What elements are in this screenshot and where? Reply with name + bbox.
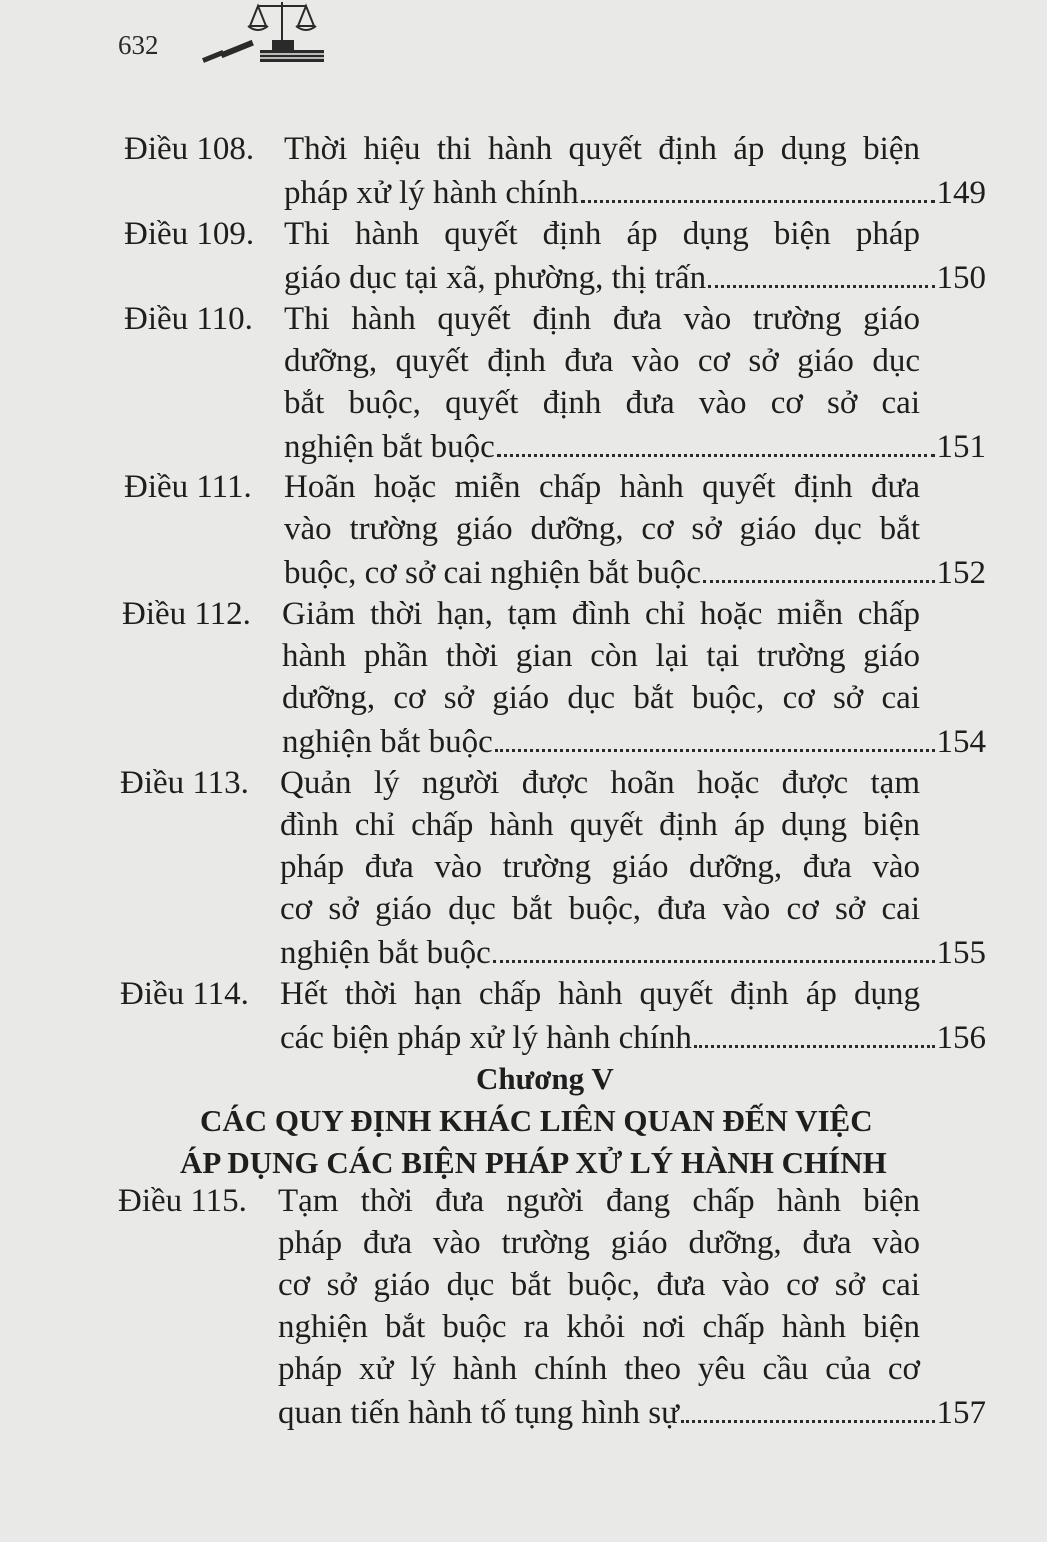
article-label: Điều 112.	[122, 596, 251, 632]
title-line: hành phần thời gian còn lại tại trường giáo	[282, 638, 920, 674]
title-line: cơ sở giáo dục bắt buộc, đưa vào cơ sở cai	[278, 1267, 920, 1303]
title-last-line	[284, 170, 986, 214]
title-line: quan tiến hành tố tụng hình sự	[278, 1395, 680, 1431]
dot-leader	[497, 424, 935, 457]
title-line: pháp xử lý hành chính theo yêu cầu của cơ	[278, 1351, 920, 1387]
title-line: pháp đưa vào trường giáo dưỡng, đưa vào	[278, 1225, 920, 1261]
dot-leader	[708, 255, 934, 288]
article-title	[278, 1180, 986, 1434]
title-line: Giảm thời hạn, tạm đình chỉ hoặc miễn chấp	[282, 596, 920, 632]
title-last-line	[280, 930, 986, 974]
scales-gavel-icon	[200, 0, 330, 66]
article-title	[280, 973, 986, 1059]
title-line: nghiện bắt buộc	[280, 935, 491, 971]
article-label: Điều 111.	[124, 469, 252, 505]
dot-leader	[681, 1390, 934, 1423]
article-title	[284, 466, 986, 594]
title-line: nghiện bắt buộc	[284, 429, 495, 465]
title-line: Quản lý người được hoãn hoặc được tạm	[280, 765, 920, 801]
article-label: Điều 113.	[120, 765, 249, 801]
title-line: nghiện bắt buộc ra khỏi nơi chấp hành biện	[278, 1309, 920, 1345]
chapter-title: CÁC QUY ĐỊNH KHÁC LIÊN QUAN ĐẾN VIỆC	[200, 1103, 873, 1138]
title-line: pháp đưa vào trường giáo dưỡng, đưa vào	[280, 849, 920, 885]
dot-leader	[581, 170, 935, 203]
title-line: đình chỉ chấp hành quyết định áp dụng biện	[280, 807, 920, 843]
chapter-number: Chương V	[476, 1061, 614, 1096]
title-last-line	[278, 1390, 986, 1434]
title-line: pháp xử lý hành chính	[284, 175, 579, 211]
page-ref: 151	[936, 429, 986, 465]
article-title	[280, 762, 986, 974]
title-last-line	[284, 550, 986, 594]
title-last-line	[284, 424, 986, 468]
title-line: Hoãn hoặc miễn chấp hành quyết định đưa	[284, 469, 920, 505]
page-ref: 156	[936, 1020, 986, 1056]
page-ref: 157	[936, 1395, 986, 1431]
title-line: Thời hiệu thi hành quyết định áp dụng biện	[284, 131, 920, 167]
title-line: vào trường giáo dưỡng, cơ sở giáo dục bắt	[284, 511, 920, 547]
page-ref: 149	[936, 175, 986, 211]
chapter-title: ÁP DỤNG CÁC BIỆN PHÁP XỬ LÝ HÀNH CHÍNH	[180, 1145, 887, 1180]
article-label: Điều 109.	[124, 216, 255, 252]
title-line: Hết thời hạn chấp hành quyết định áp dụng	[280, 976, 920, 1012]
title-line: bắt buộc, quyết định đưa vào cơ sở cai	[284, 385, 920, 421]
article-title	[284, 213, 986, 299]
page-ref: 154	[936, 724, 986, 760]
dot-leader	[493, 930, 935, 963]
title-line: dưỡng, cơ sở giáo dục bắt buộc, cơ sở cai	[282, 680, 920, 716]
article-label: Điều 115.	[118, 1183, 247, 1219]
title-line: buộc, cơ sở cai nghiện bắt buộc	[284, 555, 702, 591]
title-last-line	[282, 719, 986, 763]
article-label: Điều 114.	[120, 976, 249, 1012]
title-line: Thi hành quyết định áp dụng biện pháp	[284, 216, 920, 252]
article-title	[282, 593, 986, 763]
article-label: Điều 110.	[124, 301, 253, 337]
title-line: cơ sở giáo dục bắt buộc, đưa vào cơ sở cai	[280, 891, 920, 927]
page-ref: 155	[936, 935, 986, 971]
article-title	[284, 128, 986, 214]
title-line: các biện pháp xử lý hành chính	[280, 1020, 692, 1056]
title-last-line	[280, 1015, 986, 1059]
page-ref: 150	[936, 260, 986, 296]
page-ref: 152	[936, 555, 986, 591]
title-line: nghiện bắt buộc	[282, 724, 493, 760]
title-line: Thi hành quyết định đưa vào trường giáo	[284, 301, 920, 337]
title-last-line	[284, 255, 986, 299]
title-line: dưỡng, quyết định đưa vào cơ sở giáo dục	[284, 343, 920, 379]
title-line: giáo dục tại xã, phường, thị trấn	[284, 260, 707, 296]
dot-leader	[703, 550, 934, 583]
page-number: 632	[118, 30, 159, 60]
dot-leader	[495, 719, 935, 752]
article-title	[284, 298, 986, 468]
title-line: Tạm thời đưa người đang chấp hành biện	[278, 1183, 920, 1219]
dot-leader	[694, 1015, 935, 1048]
article-label: Điều 108.	[124, 131, 255, 167]
